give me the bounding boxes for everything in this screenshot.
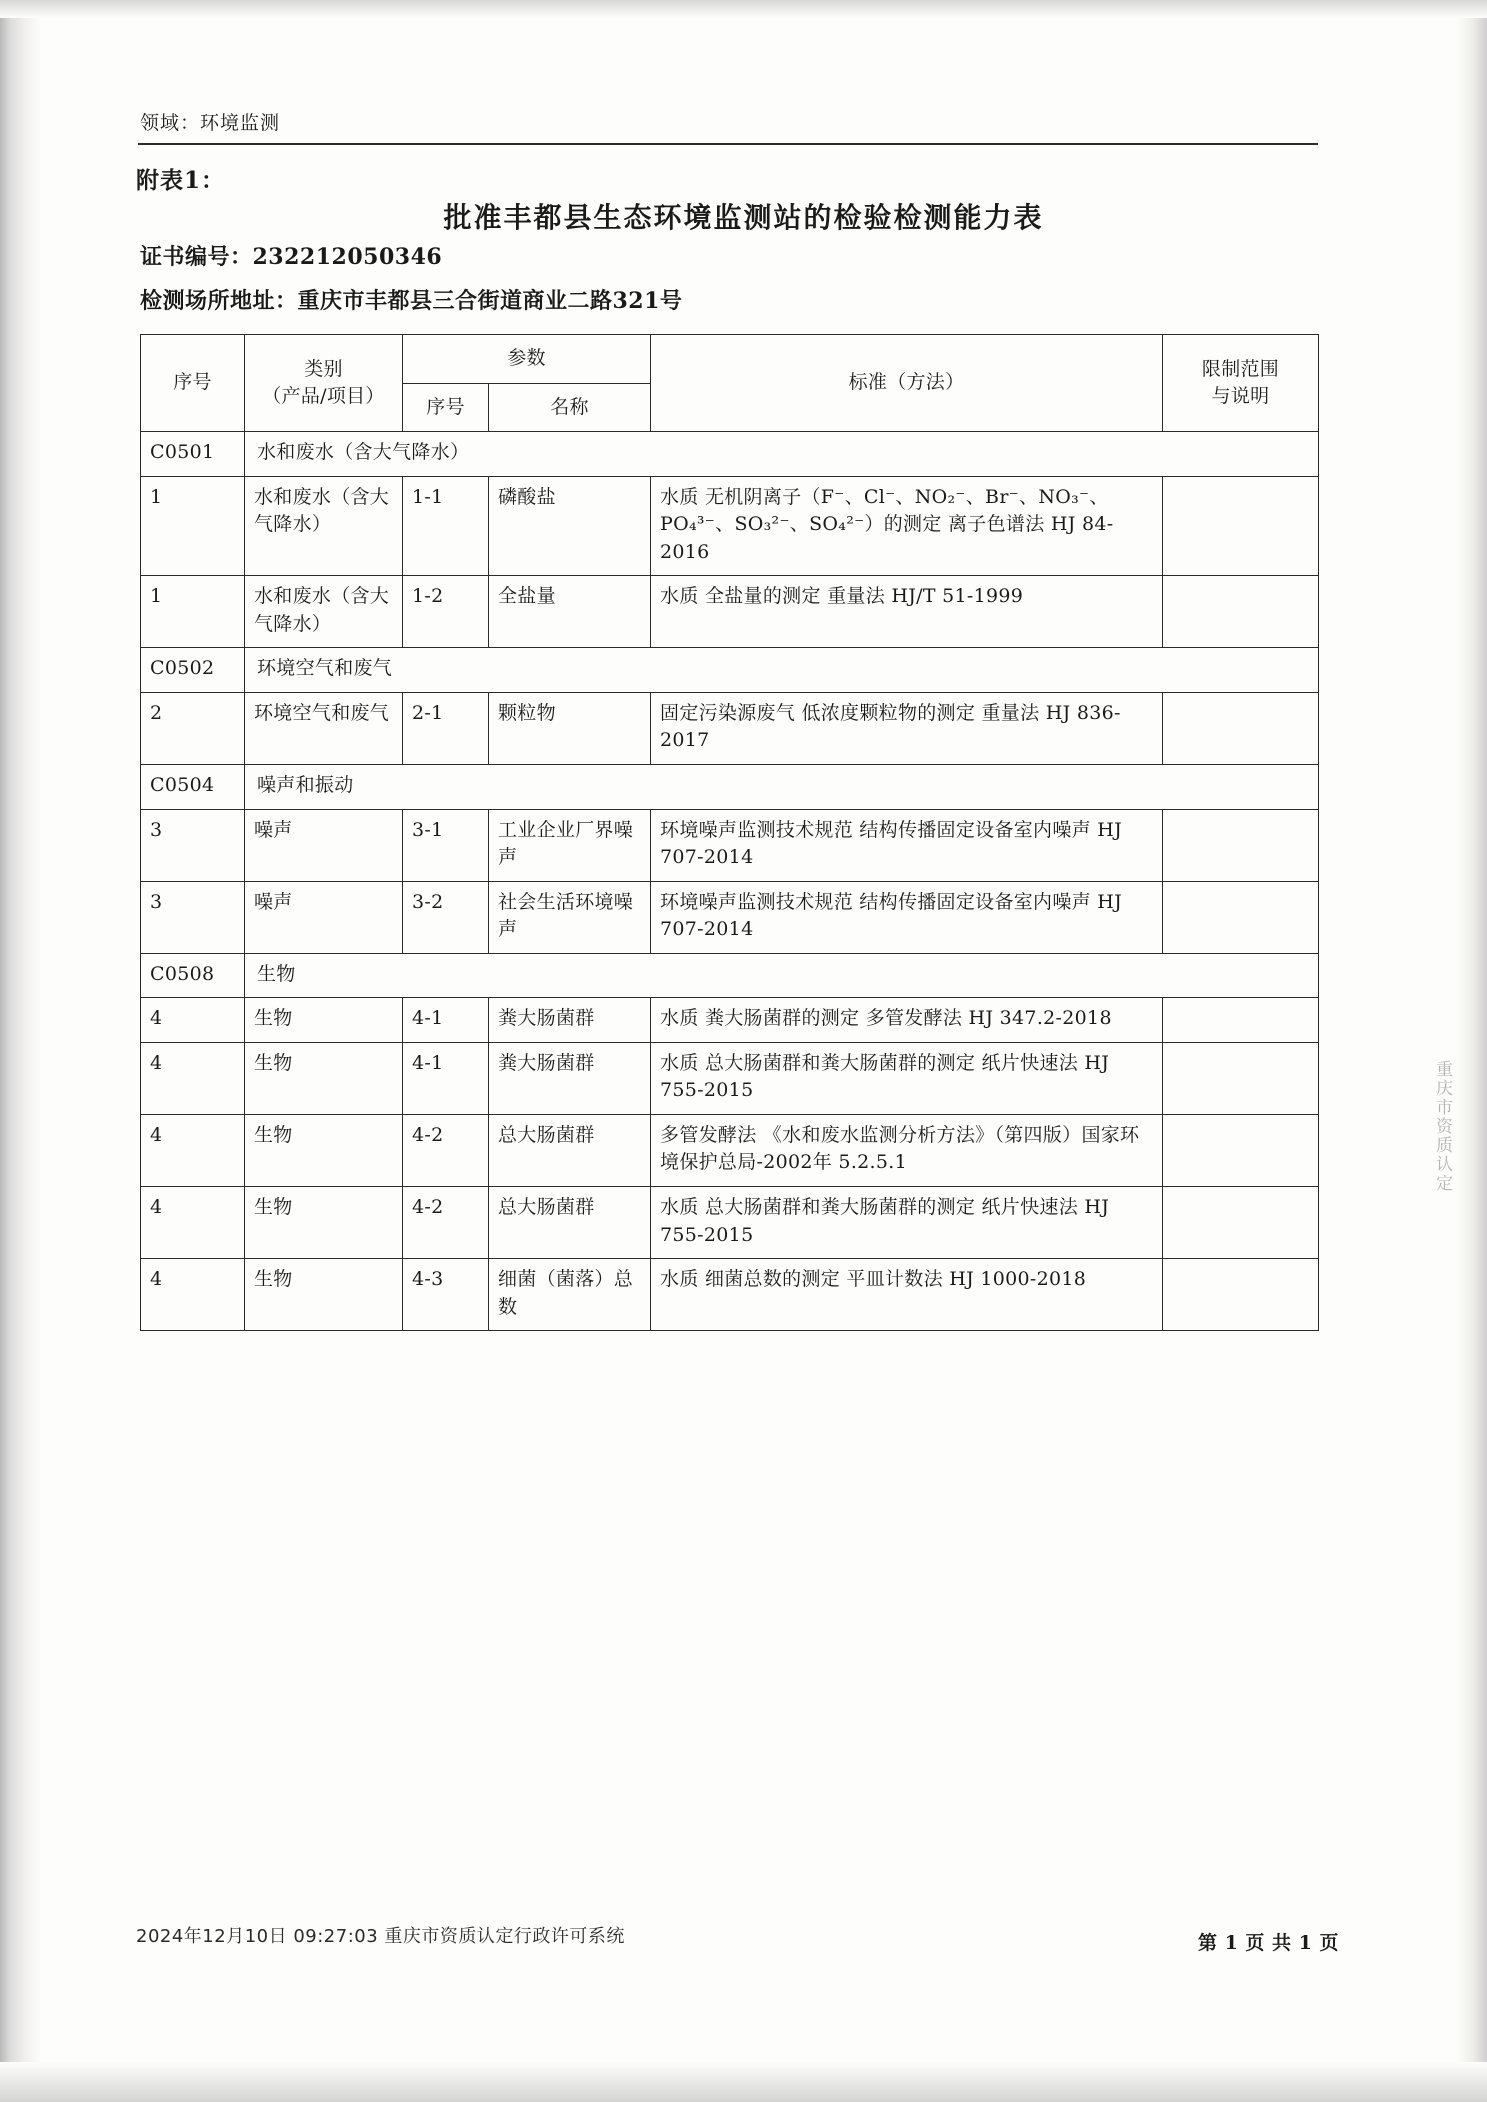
cell-limit — [1163, 809, 1319, 881]
header-limit-line1: 限制范围 — [1201, 357, 1280, 380]
cell-seq: 4 — [141, 1042, 245, 1114]
cell-seq: 4 — [141, 1259, 245, 1331]
cell-param-name: 细菌（菌落）总数 — [489, 1259, 651, 1331]
header-param-seq: 序号 — [403, 383, 489, 432]
table-group-row — [141, 648, 1319, 693]
cell-seq: 4 — [141, 998, 245, 1043]
cell-limit — [1163, 576, 1319, 648]
footer-page-number: 第 1 页 共 1 页 — [1197, 1932, 1339, 1954]
cell-param-seq: 2-1 — [403, 692, 489, 764]
cell-seq: 3 — [141, 809, 245, 881]
cell-standard: 水质 总大肠菌群和粪大肠菌群的测定 纸片快速法 HJ 755-2015 — [651, 1042, 1163, 1114]
header-standard: 标准（方法） — [651, 335, 1163, 432]
cell-param-seq: 4-2 — [403, 1114, 489, 1186]
cell-param-seq: 4-3 — [403, 1259, 489, 1331]
table-row — [141, 576, 1319, 648]
cell-limit — [1163, 998, 1319, 1043]
group-label: 水和废水（含大气降水） — [245, 432, 1319, 477]
cell-standard: 环境噪声监测技术规范 结构传播固定设备室内噪声 HJ 707-2014 — [651, 881, 1163, 953]
cell-seq: 3 — [141, 881, 245, 953]
cell-param-seq: 4-1 — [403, 1042, 489, 1114]
cell-param-name: 粪大肠菌群 — [489, 998, 651, 1043]
cell-category: 生物 — [245, 998, 403, 1043]
capability-table — [140, 334, 1319, 1331]
cell-category: 生物 — [245, 1259, 403, 1331]
cell-standard: 固定污染源废气 低浓度颗粒物的测定 重量法 HJ 836-2017 — [651, 692, 1163, 764]
table-group-row — [141, 953, 1319, 998]
side-stamp-text: 重庆市资质认定 — [1432, 1060, 1452, 1193]
cell-param-name: 总大肠菌群 — [489, 1114, 651, 1186]
table-row — [141, 1259, 1319, 1331]
cell-standard: 环境噪声监测技术规范 结构传播固定设备室内噪声 HJ 707-2014 — [651, 809, 1163, 881]
cell-limit — [1163, 1187, 1319, 1259]
cell-category: 水和废水（含大气降水） — [245, 576, 403, 648]
table-row — [141, 998, 1319, 1043]
cell-category: 噪声 — [245, 881, 403, 953]
header-limit-line2: 与说明 — [1211, 385, 1270, 408]
cell-category: 生物 — [245, 1114, 403, 1186]
cell-standard: 水质 粪大肠菌群的测定 多管发酵法 HJ 347.2-2018 — [651, 998, 1163, 1043]
group-code: C0501 — [141, 432, 245, 477]
cell-standard: 多管发酵法 《水和废水监测分析方法》（第四版）国家环境保护总局-2002年 5.2.5.1 — [651, 1114, 1163, 1186]
cell-param-name: 工业企业厂界噪声 — [489, 809, 651, 881]
cell-seq: 1 — [141, 476, 245, 576]
cell-seq: 2 — [141, 692, 245, 764]
cell-limit — [1163, 1042, 1319, 1114]
table-group-row — [141, 765, 1319, 810]
cell-seq: 4 — [141, 1114, 245, 1186]
domain-label: 领域：环境监测 — [140, 112, 281, 134]
cell-param-name: 社会生活环境噪声 — [489, 881, 651, 953]
cell-standard: 水质 细菌总数的测定 平皿计数法 HJ 1000-2018 — [651, 1259, 1163, 1331]
cell-limit — [1163, 476, 1319, 576]
cell-param-name: 颗粒物 — [489, 692, 651, 764]
table-header-row-1 — [141, 335, 1319, 384]
cell-category: 生物 — [245, 1042, 403, 1114]
cell-param-seq: 3-1 — [403, 809, 489, 881]
cell-standard: 水质 总大肠菌群和粪大肠菌群的测定 纸片快速法 HJ 755-2015 — [651, 1187, 1163, 1259]
table-row — [141, 1187, 1319, 1259]
cell-seq: 4 — [141, 1187, 245, 1259]
cell-category: 生物 — [245, 1187, 403, 1259]
group-code: C0504 — [141, 765, 245, 810]
cell-param-seq: 4-2 — [403, 1187, 489, 1259]
cell-seq: 1 — [141, 576, 245, 648]
table-row — [141, 1114, 1319, 1186]
cell-param-seq: 1-1 — [403, 476, 489, 576]
cell-param-name: 全盐量 — [489, 576, 651, 648]
group-label: 噪声和振动 — [245, 765, 1319, 810]
cell-limit — [1163, 692, 1319, 764]
certificate-number: 证书编号：232212050346 — [140, 244, 443, 270]
table-row — [141, 809, 1319, 881]
header-category-line1: 类别 — [304, 357, 343, 380]
cell-param-seq: 3-2 — [403, 881, 489, 953]
header-param: 参数 — [403, 335, 651, 384]
group-label: 环境空气和废气 — [245, 648, 1319, 693]
cell-limit — [1163, 1114, 1319, 1186]
cell-category: 环境空气和废气 — [245, 692, 403, 764]
table-row — [141, 692, 1319, 764]
cell-param-name: 磷酸盐 — [489, 476, 651, 576]
page-title: 批准丰都县生态环境监测站的检验检测能力表 — [443, 201, 1044, 234]
cell-param-name: 粪大肠菌群 — [489, 1042, 651, 1114]
header-param-name: 名称 — [489, 383, 651, 432]
table-group-row — [141, 432, 1319, 477]
header-limit — [1163, 335, 1319, 432]
cell-category: 噪声 — [245, 809, 403, 881]
header-category — [245, 335, 403, 432]
cell-limit — [1163, 1259, 1319, 1331]
cell-param-name: 总大肠菌群 — [489, 1187, 651, 1259]
group-code: C0508 — [141, 953, 245, 998]
cell-limit — [1163, 881, 1319, 953]
site-address: 检测场所地址：重庆市丰都县三合街道商业二路321号 — [140, 288, 683, 314]
table-row — [141, 476, 1319, 576]
cell-param-seq: 4-1 — [403, 998, 489, 1043]
header-seq: 序号 — [141, 335, 245, 432]
header-category-line2: （产品/项目） — [262, 385, 385, 408]
cell-param-seq: 1-2 — [403, 576, 489, 648]
group-label: 生物 — [245, 953, 1319, 998]
footer-timestamp: 2024年12月10日 09:27:03 重庆市资质认定行政许可系统 — [136, 1926, 625, 1947]
table-row — [141, 881, 1319, 953]
attachment-label: 附表1： — [136, 167, 226, 194]
cell-standard: 水质 无机阴离子（F⁻、Cl⁻、NO₂⁻、Br⁻、NO₃⁻、PO₄³⁻、SO₃²⁻、SO₄²⁻）的测定 离子色谱法 HJ 84-2016 — [651, 476, 1163, 576]
cell-standard: 水质 全盐量的测定 重量法 HJ/T 51-1999 — [651, 576, 1163, 648]
header-divider — [138, 143, 1318, 145]
table-row — [141, 1042, 1319, 1114]
cell-category: 水和废水（含大气降水） — [245, 476, 403, 576]
group-code: C0502 — [141, 648, 245, 693]
